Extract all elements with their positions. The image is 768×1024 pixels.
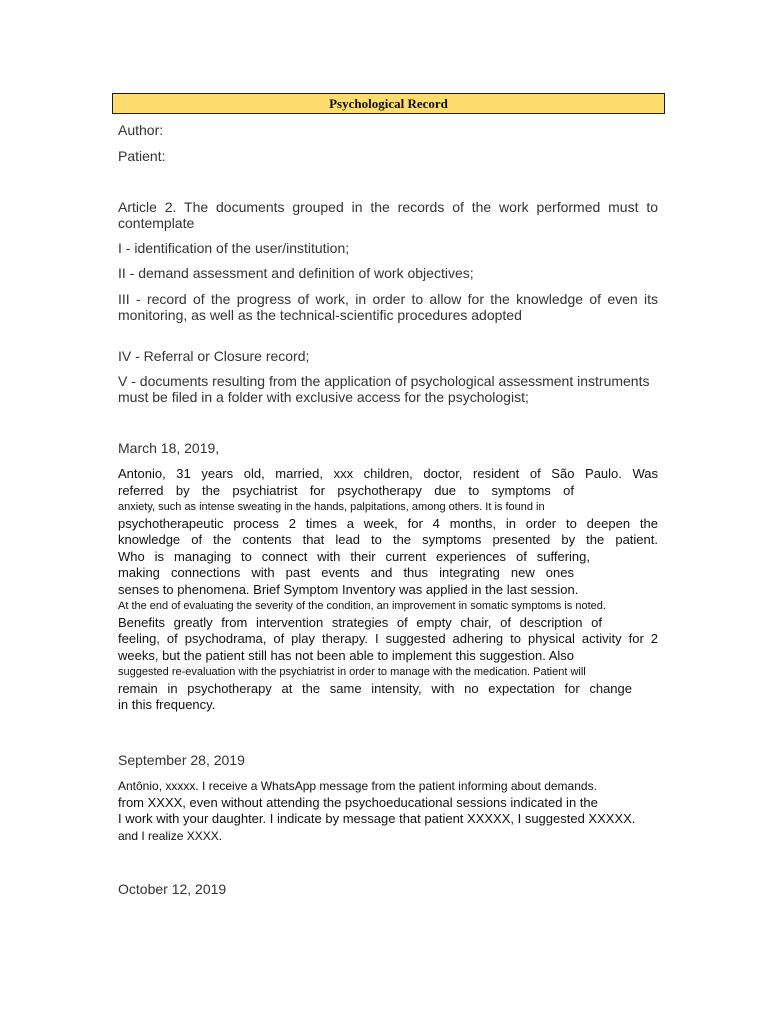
entry-line: referred by the psychiatrist for psychotherapy due to symptoms of <box>118 482 574 498</box>
entry-date: March 18, 2019, <box>118 440 220 456</box>
article-item: III - record of the progress of work, in order to allow for the knowledge of even its monitoring, as well as the technical-scientific procedures adopted <box>118 291 658 323</box>
entry-line: Antônio, xxxxx. I receive a WhatsApp message from the patient informing about demands. <box>118 779 597 793</box>
author-label: Author: <box>118 122 164 138</box>
entry-line: making connections with past events and thus integrating new ones <box>118 565 574 580</box>
entry-line: suggested re-evaluation with the psychiatrist in order to manage with the medication. Patient will <box>118 666 586 678</box>
entry-line: anxiety, such as intense sweating in the hands, palpitations, among others. It is found in <box>118 501 545 513</box>
article-item: V - documents resulting from the application of psychological assessment instruments must be filed in a folder with exclusive access for the psychologist; <box>118 373 650 405</box>
entry-body <box>118 466 658 714</box>
entry-date: September 28, 2019 <box>118 752 245 768</box>
entry-line: psychotherapeutic process 2 times a week, for 4 months, in order to deepen the <box>118 515 658 531</box>
record-title: Psychological Record <box>112 93 665 114</box>
article-item: I - identification of the user/institution; <box>118 240 350 256</box>
entry-line: Who is managing to connect with their current experiences of suffering, <box>118 548 590 564</box>
entry-line: senses to phenomena. Brief Symptom Inventory was applied in the last session. <box>118 581 579 597</box>
entry-line: from XXXX, even without attending the psychoeducational sessions indicated in the <box>118 794 598 810</box>
entry-line: Benefits greatly from intervention strategies of empty chair, of description of <box>118 614 602 630</box>
entry-line: knowledge of the contents that lead to the symptoms presented by the patient. <box>118 532 658 547</box>
entry-line: and I realize XXXX. <box>118 828 223 843</box>
entry-line: At the end of evaluating the severity of the condition, an improvement in somatic symptoms is noted. <box>118 600 606 612</box>
entry-line: weeks, but the patient still has not been able to implement this suggestion. Also <box>118 647 574 663</box>
entry-line: remain in psychotherapy at the same intensity, with no expectation for change <box>118 680 632 696</box>
article-item: II - demand assessment and definition of work objectives; <box>118 265 474 281</box>
entry-line: feeling, of psychodrama, of play therapy. I suggested adhering to physical activity for 2 <box>118 631 658 646</box>
entry-date: October 12, 2019 <box>118 881 227 897</box>
article-intro: Article 2. The documents grouped in the records of the work performed must to contemplate <box>118 199 658 231</box>
article-item: IV - Referral or Closure record; <box>118 348 310 364</box>
entry-line: I work with your daughter. I indicate by message that patient XXXXX, I suggested XXXXX. <box>118 811 636 826</box>
entry-body <box>118 778 658 844</box>
patient-label: Patient: <box>118 148 166 164</box>
entry-line: in this frequency. <box>118 697 216 712</box>
entry-line: Antonio, 31 years old, married, xxx children, doctor, resident of São Paulo. Was <box>118 466 658 481</box>
